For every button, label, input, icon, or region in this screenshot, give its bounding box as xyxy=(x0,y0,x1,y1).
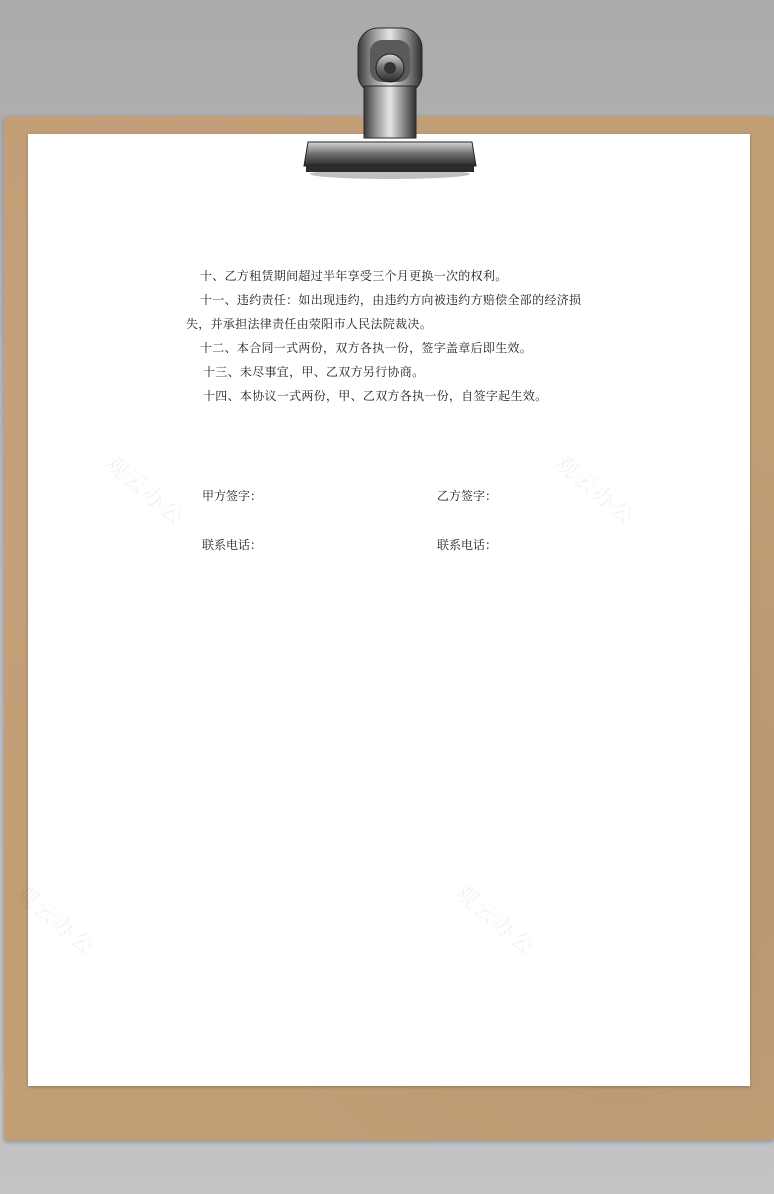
party-b-signature-label: 乙方签字： xyxy=(437,489,498,503)
clause-14: 十四、本协议一式两份，甲、乙双方各执一份，自签字起生效。 xyxy=(203,389,548,403)
watermark: 观云办公 xyxy=(549,450,640,532)
binder-clip-icon xyxy=(300,24,480,180)
clause-12: 十二、本合同一式两份，双方各执一份，签字盖章后即生效。 xyxy=(200,341,533,355)
watermark: 观云办公 xyxy=(449,880,540,962)
party-b-phone-label: 联系电话： xyxy=(437,538,498,552)
party-a-signature-label: 甲方签字： xyxy=(202,489,263,503)
party-a-phone-label: 联系电话： xyxy=(202,538,263,552)
clause-11-line-1: 十一、违约责任：如出现违约，由违约方向被违约方赔偿全部的经济损 xyxy=(200,293,582,307)
clause-13: 十三、未尽事宜，甲、乙双方另行协商。 xyxy=(203,365,425,379)
clause-10: 十、乙方租赁期间超过半年享受三个月更换一次的权利。 xyxy=(200,269,508,283)
paper-sheet xyxy=(9,134,750,1086)
watermark: 观云办公 xyxy=(9,880,100,962)
clause-11-line-2: 失，并承担法律责任由荥阳市人民法院裁决。 xyxy=(186,317,433,331)
watermark: 观云办公 xyxy=(99,450,190,532)
